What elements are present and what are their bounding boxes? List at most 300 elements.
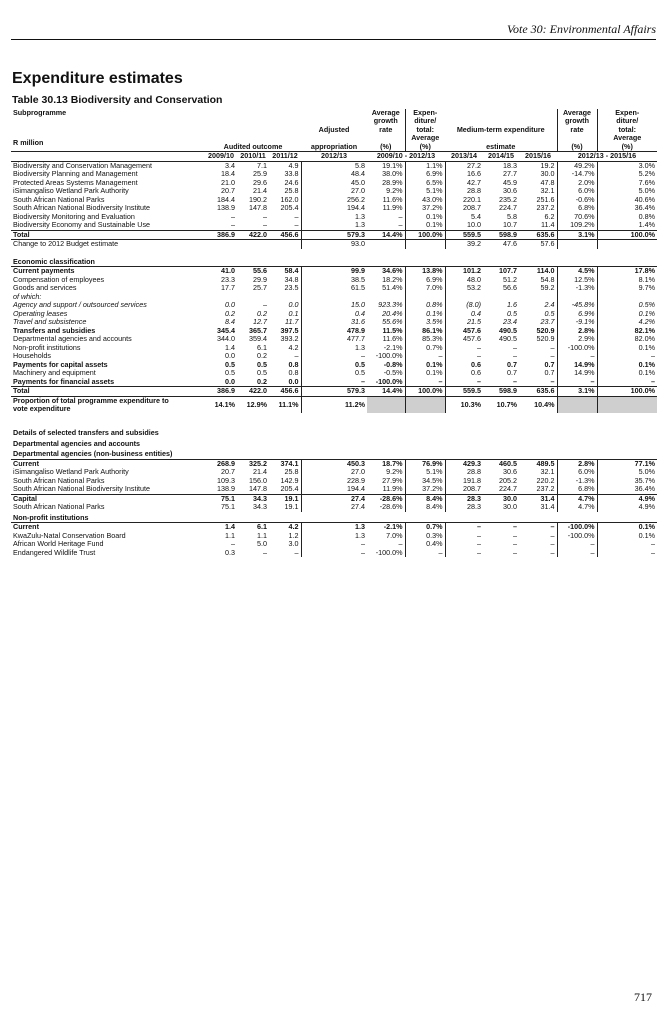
cell-value: 0.1% bbox=[597, 369, 657, 377]
cell-value: 4.7% bbox=[557, 494, 597, 503]
cell-value: 38.5 bbox=[301, 276, 367, 284]
cell-value: – bbox=[557, 378, 597, 387]
cell-value: 559.5 bbox=[445, 230, 483, 239]
cell-value: 6.5% bbox=[405, 179, 445, 187]
cell-value: 27.7 bbox=[503, 170, 517, 179]
cell-value bbox=[445, 293, 483, 301]
cell-value: 31.4 bbox=[540, 503, 555, 512]
cell-value: -14.7% bbox=[557, 170, 597, 178]
economic-row bbox=[11, 301, 657, 309]
cell-value: 14.9% bbox=[557, 361, 597, 369]
row-label: Machinery and equipment bbox=[13, 369, 96, 378]
cell-value: 10.0 bbox=[445, 221, 483, 230]
cell-value: 16.6 bbox=[445, 170, 483, 178]
cell-value: 268.9 bbox=[205, 459, 237, 468]
cell-value: 325.2 bbox=[237, 459, 269, 468]
cell-value: 23.3 bbox=[221, 275, 235, 284]
cell-value: – bbox=[294, 221, 299, 230]
cell-value: 30.0 bbox=[503, 503, 517, 512]
cell-value: 220.1 bbox=[445, 196, 483, 204]
cell-value: 579.3 bbox=[301, 387, 367, 396]
cell-value: 635.6 bbox=[519, 230, 557, 239]
r-million-label: R million bbox=[13, 137, 44, 147]
cell-value: 47.8 bbox=[540, 178, 555, 187]
col-header-growth-3: rate bbox=[379, 125, 393, 134]
cell-value: 53.2 bbox=[445, 284, 483, 292]
cell-value: 224.7 bbox=[499, 204, 517, 213]
cell-value: 1.3 bbox=[301, 523, 367, 532]
cell-value: 0.1% bbox=[405, 361, 445, 369]
cell-value: 41.0 bbox=[205, 267, 237, 276]
cell-value: – bbox=[513, 343, 517, 352]
cell-value: 0.2 bbox=[257, 377, 267, 386]
cell-value: 3.1% bbox=[557, 387, 597, 396]
cell-value: 20.7 bbox=[221, 468, 235, 477]
cell-value: – bbox=[513, 352, 517, 361]
cell-value: 14.9% bbox=[557, 369, 597, 377]
cell-value: – bbox=[550, 343, 555, 352]
row-label: Biodiversity and Conservation Management bbox=[11, 161, 205, 170]
cell-value: 1.3 bbox=[301, 344, 367, 352]
cell-value: – bbox=[231, 221, 235, 230]
cell-value: -0.8% bbox=[383, 360, 403, 369]
cell-value: 6.2 bbox=[544, 212, 555, 221]
cell-value bbox=[367, 293, 405, 301]
cell-value: 5.0% bbox=[597, 468, 657, 476]
subprogramme-row bbox=[11, 187, 657, 195]
cell-value: 6.9% bbox=[557, 310, 597, 318]
cell-value: 77.1% bbox=[597, 459, 657, 468]
cell-value: 429.3 bbox=[445, 459, 483, 468]
cell-value: 11.1% bbox=[278, 399, 299, 409]
cell-value: -28.6% bbox=[379, 503, 403, 512]
cell-value: 1.1% bbox=[405, 161, 445, 170]
cell-value bbox=[597, 240, 657, 249]
cell-value: 14.4% bbox=[367, 230, 405, 239]
row-spacer bbox=[11, 249, 657, 256]
cell-value: 6.1 bbox=[237, 523, 269, 532]
row-label: of which: bbox=[13, 292, 42, 301]
economic-row bbox=[11, 352, 657, 360]
cell-value: 345.4 bbox=[217, 326, 235, 335]
cell-value: 0.5 bbox=[507, 309, 517, 318]
cell-value: 5.8 bbox=[301, 161, 367, 170]
row-label: iSimangaliso Wetland Park Authority bbox=[13, 468, 129, 477]
cell-value: 7.6% bbox=[597, 179, 657, 187]
cell-value: 4.2% bbox=[597, 318, 657, 326]
cell-value: – bbox=[405, 549, 445, 557]
cell-value: 12.5% bbox=[557, 276, 597, 284]
economic-classification-heading-label: Economic classification bbox=[13, 256, 95, 266]
cell-value: 3.0% bbox=[597, 161, 657, 170]
cell-value: – bbox=[263, 301, 267, 310]
running-header: Vote 30: Environmental Affairs bbox=[507, 22, 656, 36]
cell-value: 0.8 bbox=[288, 369, 299, 378]
cell-value: 15.0 bbox=[301, 301, 367, 309]
cell-value: 422.0 bbox=[237, 230, 269, 239]
table-header bbox=[11, 109, 657, 161]
row-label: Households bbox=[13, 352, 51, 361]
cell-value: 30.6 bbox=[503, 187, 517, 196]
cell-value: 27.2 bbox=[445, 161, 483, 170]
cell-value: 1.4% bbox=[597, 221, 657, 230]
cell-value: 0.5 bbox=[301, 361, 367, 369]
cell-value: 21.4 bbox=[253, 187, 267, 196]
cell-value: 75.1 bbox=[205, 494, 237, 503]
cell-value: 25.8 bbox=[284, 468, 299, 477]
cell-value: -1.3% bbox=[557, 284, 597, 292]
cell-value: 6.1 bbox=[257, 343, 267, 352]
row-label: Change to 2012 Budget estimate bbox=[13, 239, 119, 249]
cell-value: 107.7 bbox=[483, 267, 519, 276]
cell-value: 8.4% bbox=[405, 503, 445, 511]
cell-value: 0.2 bbox=[257, 309, 267, 318]
cell-value: – bbox=[513, 548, 517, 557]
cell-value: 36.4% bbox=[597, 485, 657, 494]
details-section-heading bbox=[11, 512, 657, 523]
row-label: Current payments bbox=[11, 267, 205, 276]
year-header: 2012/13 bbox=[301, 152, 367, 161]
economic-row bbox=[11, 378, 657, 387]
cell-value: 0.5 bbox=[544, 309, 555, 318]
cell-value: 3.0 bbox=[288, 540, 299, 549]
cell-value: 19.2 bbox=[519, 161, 557, 170]
cell-value: – bbox=[557, 540, 597, 548]
cell-value: 7.0% bbox=[386, 531, 403, 540]
cell-value: 25.9 bbox=[253, 170, 267, 179]
cell-value bbox=[483, 293, 519, 301]
cell-value: 6.0% bbox=[557, 468, 597, 476]
cell-value: – bbox=[445, 532, 483, 540]
details-row bbox=[11, 459, 657, 468]
row-label: Total bbox=[11, 387, 205, 396]
cell-value: 43.0% bbox=[405, 196, 445, 204]
row-label: Biodiversity Economy and Sustainable Use bbox=[13, 221, 151, 230]
cell-value: 190.2 bbox=[249, 195, 267, 204]
cell-value: 205.4 bbox=[280, 485, 299, 494]
cell-value: -100.0% bbox=[557, 344, 597, 352]
cell-value: 23.4 bbox=[503, 318, 517, 327]
cell-value: – bbox=[294, 548, 299, 557]
cell-value: 100.0% bbox=[597, 387, 657, 396]
cell-value: 520.9 bbox=[536, 326, 555, 335]
cell-value: 191.8 bbox=[445, 477, 483, 485]
row-label: Goods and services bbox=[13, 284, 77, 293]
cell-value: 28.8 bbox=[445, 187, 483, 195]
cell-value: 11.7 bbox=[285, 318, 299, 327]
subprogramme-row bbox=[11, 179, 657, 187]
cell-value: 25.8 bbox=[284, 187, 299, 196]
cell-value: – bbox=[597, 540, 657, 548]
cell-value: 9.7% bbox=[597, 284, 657, 292]
page-title: Expenditure estimates bbox=[12, 70, 183, 87]
cell-value: 12.9% bbox=[246, 399, 267, 409]
cell-value: 923.3% bbox=[378, 301, 403, 310]
cell-value: 2.0% bbox=[557, 179, 597, 187]
cell-value: 34.3 bbox=[253, 503, 267, 512]
cell-value: – bbox=[445, 344, 483, 352]
cell-value: 0.4 bbox=[301, 310, 367, 318]
cell-value: 11.9% bbox=[382, 204, 403, 213]
col-header-growth-mtef-2: growth bbox=[557, 117, 597, 125]
cell-value: 82.0% bbox=[597, 335, 657, 343]
cell-value: – bbox=[557, 352, 597, 360]
table-body bbox=[11, 161, 657, 557]
cell-value: – bbox=[513, 377, 517, 386]
cell-value: 5.1% bbox=[405, 187, 445, 195]
cell-value: 100.0% bbox=[405, 387, 445, 396]
cell-value: 13.8% bbox=[405, 267, 445, 276]
cell-value: 147.8 bbox=[249, 485, 267, 494]
col-header-mtef: Medium-term expenditure bbox=[456, 125, 545, 134]
cell-value: 450.3 bbox=[301, 459, 367, 468]
cell-value: 397.5 bbox=[280, 326, 299, 335]
subprogramme-row bbox=[11, 170, 657, 178]
cell-value: 194.4 bbox=[301, 204, 367, 212]
cell-value: 386.9 bbox=[205, 387, 237, 396]
cell-value: 59.2 bbox=[540, 284, 555, 293]
cell-value: 0.5 bbox=[301, 369, 367, 377]
cell-value: 0.1% bbox=[405, 221, 445, 230]
row-label: South African National Biodiversity Institute bbox=[13, 485, 151, 494]
cell-value: 0.3% bbox=[405, 532, 445, 540]
row-label: Total bbox=[11, 230, 205, 239]
cell-value: 422.0 bbox=[237, 387, 269, 396]
cell-value: 0.1% bbox=[597, 310, 657, 318]
cell-value: -2.1% bbox=[383, 343, 403, 352]
cell-value: – bbox=[597, 378, 657, 387]
cell-value: 57.6 bbox=[540, 239, 555, 249]
cell-value: 0.7 bbox=[507, 360, 517, 369]
cell-value: 0.7 bbox=[507, 369, 517, 378]
subprogramme-row bbox=[11, 221, 657, 230]
row-label: African World Heritage Fund bbox=[13, 540, 104, 549]
cell-value: 27.0 bbox=[301, 187, 367, 195]
cell-value bbox=[205, 293, 237, 301]
cell-value: 0.2 bbox=[257, 352, 267, 361]
cell-value: 30.6 bbox=[503, 468, 517, 477]
cell-value: -28.6% bbox=[367, 494, 405, 503]
cell-value: – bbox=[557, 549, 597, 557]
cell-value: – bbox=[550, 352, 555, 361]
cell-value: 220.2 bbox=[536, 476, 555, 485]
cell-value: 109.3 bbox=[217, 476, 235, 485]
cell-value: 18.2% bbox=[382, 275, 403, 284]
cell-value: – bbox=[301, 549, 367, 557]
cell-value: 0.7% bbox=[405, 523, 445, 532]
row-label: Payments for capital assets bbox=[13, 360, 108, 369]
cell-value: 76.9% bbox=[405, 459, 445, 468]
cell-value: 12.7 bbox=[253, 318, 267, 327]
cell-value: 0.4 bbox=[445, 310, 483, 318]
cell-value: 14.1% bbox=[214, 399, 235, 409]
cell-value: 598.9 bbox=[483, 230, 519, 239]
cell-value: -45.8% bbox=[557, 301, 597, 309]
row-spacer bbox=[11, 413, 657, 420]
cell-value: 0.2 bbox=[225, 309, 235, 318]
year-header: 2015/16 bbox=[519, 152, 557, 161]
table-title: Table 30.13 Biodiversity and Conservation bbox=[12, 94, 223, 106]
cell-value: 4.9% bbox=[597, 503, 657, 511]
cell-value: 0.1% bbox=[597, 361, 657, 369]
cell-value: 28.9% bbox=[382, 178, 403, 187]
cell-value: 21.5 bbox=[445, 318, 483, 326]
row-label: South African National Parks bbox=[13, 195, 105, 204]
cell-value bbox=[367, 396, 405, 413]
cell-value: 7.0% bbox=[405, 284, 445, 292]
cell-value: 162.0 bbox=[280, 195, 299, 204]
cell-value: 19.1 bbox=[269, 494, 301, 503]
cell-value: -100.0% bbox=[375, 548, 403, 557]
cell-value: 31.4 bbox=[519, 494, 557, 503]
cell-value: 85.3% bbox=[405, 335, 445, 343]
cell-value: 100.0% bbox=[597, 230, 657, 239]
cell-value: -100.0% bbox=[375, 352, 403, 361]
cell-value: 37.2% bbox=[405, 485, 445, 494]
row-label: Capital bbox=[11, 494, 205, 503]
cell-value: 21.4 bbox=[253, 468, 267, 477]
cell-value: 2.4 bbox=[544, 301, 555, 310]
cell-value: -1.3% bbox=[557, 477, 597, 485]
cell-value: 55.6 bbox=[237, 267, 269, 276]
cell-value: 48.0 bbox=[445, 276, 483, 284]
cell-value: 457.6 bbox=[445, 327, 483, 335]
cell-value: 100.0% bbox=[405, 230, 445, 239]
cell-value: 11.4 bbox=[541, 221, 555, 230]
cell-value: 456.6 bbox=[269, 230, 301, 239]
cell-value: 393.2 bbox=[280, 335, 299, 344]
cell-value bbox=[367, 240, 405, 249]
year-header: 2011/12 bbox=[269, 152, 301, 161]
row-label: Biodiversity Planning and Management bbox=[13, 170, 138, 179]
cell-value: 27.0 bbox=[301, 468, 367, 476]
col-header-exp-4: Average (%) bbox=[405, 134, 445, 151]
row-label: Current bbox=[11, 523, 205, 532]
col-header-exp: Expen- bbox=[405, 109, 445, 117]
cell-value: 37.2% bbox=[405, 204, 445, 212]
cell-value bbox=[405, 396, 445, 413]
cell-value: – bbox=[445, 523, 483, 532]
cell-value: – bbox=[294, 212, 299, 221]
cell-value bbox=[557, 293, 597, 301]
cell-value: 0.5 bbox=[257, 360, 267, 369]
cell-value: 138.9 bbox=[217, 204, 235, 213]
cell-value: 228.9 bbox=[301, 477, 367, 485]
cell-value: 55.6% bbox=[382, 318, 403, 327]
cell-value: 0.6 bbox=[445, 361, 483, 369]
cell-value: 10.7 bbox=[503, 221, 517, 230]
cell-value: 5.0% bbox=[597, 187, 657, 195]
cell-value: 147.8 bbox=[249, 204, 267, 213]
cell-value: 27.4 bbox=[301, 503, 367, 511]
cell-value: 0.1 bbox=[288, 309, 299, 318]
col-header-appropriation: appropriation bbox=[310, 141, 358, 151]
cell-value: 0.5 bbox=[257, 369, 267, 378]
cell-value: 70.6% bbox=[557, 213, 597, 221]
cell-value: 0.0 bbox=[225, 352, 235, 361]
cell-value: 1.6 bbox=[507, 301, 517, 310]
year-header-row bbox=[11, 152, 657, 161]
cell-value: 6.8% bbox=[557, 485, 597, 494]
cell-value: 237.2 bbox=[536, 485, 555, 494]
cell-value: 0.5 bbox=[225, 369, 235, 378]
col-header-exp-mtef-2: diture/ bbox=[597, 117, 657, 125]
cell-value: 478.9 bbox=[301, 327, 367, 335]
details-section-heading-label: Departmental agencies (non-business entities) bbox=[13, 449, 173, 459]
cell-value: – bbox=[301, 352, 367, 360]
cell-value: 6.8% bbox=[557, 204, 597, 212]
economic-row bbox=[11, 327, 657, 335]
cell-value: – bbox=[263, 221, 267, 230]
economic-row bbox=[11, 369, 657, 377]
cell-value bbox=[557, 240, 597, 249]
cell-value: 1.4 bbox=[225, 343, 235, 352]
cell-value: – bbox=[231, 212, 235, 221]
page-number: 717 bbox=[634, 990, 652, 1004]
cell-value: 0.1% bbox=[405, 369, 445, 377]
cell-value: – bbox=[597, 352, 657, 360]
economic-row bbox=[11, 310, 657, 318]
row-label: KwaZulu-Natal Conservation Board bbox=[13, 531, 126, 540]
cell-value: 0.8% bbox=[597, 213, 657, 221]
cell-value: 386.9 bbox=[205, 230, 237, 239]
cell-value: 194.4 bbox=[301, 485, 367, 494]
cell-value: 0.1% bbox=[597, 532, 657, 540]
details-row bbox=[11, 549, 657, 557]
cell-value: 10.7% bbox=[496, 399, 517, 409]
cell-value: 40.6% bbox=[597, 196, 657, 204]
cell-value: 579.3 bbox=[301, 230, 367, 239]
cell-value: 0.7% bbox=[405, 344, 445, 352]
cell-value: 34.5% bbox=[405, 477, 445, 485]
cell-value: 18.3 bbox=[483, 161, 519, 170]
details-section-heading-label: Non-profit institutions bbox=[13, 512, 89, 522]
row-label: South African National Biodiversity Institute bbox=[13, 204, 151, 213]
col-header-growth: Average bbox=[371, 109, 400, 117]
cell-value: 184.4 bbox=[217, 195, 235, 204]
cell-value bbox=[301, 293, 367, 301]
economic-classification-heading bbox=[11, 256, 657, 267]
cell-value bbox=[405, 240, 445, 249]
subprogramme-row bbox=[11, 196, 657, 204]
cell-value: 490.5 bbox=[499, 335, 517, 344]
cell-value: 1.3 bbox=[301, 213, 367, 221]
cell-value: 7.1 bbox=[237, 161, 269, 170]
details-row bbox=[11, 532, 657, 540]
cell-value: 456.6 bbox=[269, 387, 301, 396]
year-header: 2012/13 - 2015/16 bbox=[557, 152, 657, 161]
cell-value: 19.1 bbox=[284, 503, 299, 512]
cell-value: 359.4 bbox=[249, 335, 267, 344]
economic-row bbox=[11, 335, 657, 343]
cell-value: 34.3 bbox=[237, 494, 269, 503]
cell-value: 30.0 bbox=[483, 494, 519, 503]
cell-value: 3.4 bbox=[205, 161, 237, 170]
cell-value: 6.0% bbox=[557, 187, 597, 195]
cell-value bbox=[269, 293, 301, 301]
cell-value: 0.1% bbox=[597, 523, 657, 532]
cell-value: 19.1% bbox=[367, 161, 405, 170]
col-header-growth-mtef-3: rate bbox=[557, 126, 597, 134]
cell-value: 0.5% bbox=[597, 301, 657, 309]
row-label: Departmental agencies and accounts bbox=[13, 335, 132, 344]
cell-value: – bbox=[550, 540, 555, 549]
cell-value: 5.0 bbox=[257, 540, 267, 549]
cell-value: 27.4 bbox=[301, 494, 367, 503]
cell-value: – bbox=[597, 549, 657, 557]
cell-value: 256.2 bbox=[301, 196, 367, 204]
cell-value: 0.0 bbox=[225, 301, 235, 310]
